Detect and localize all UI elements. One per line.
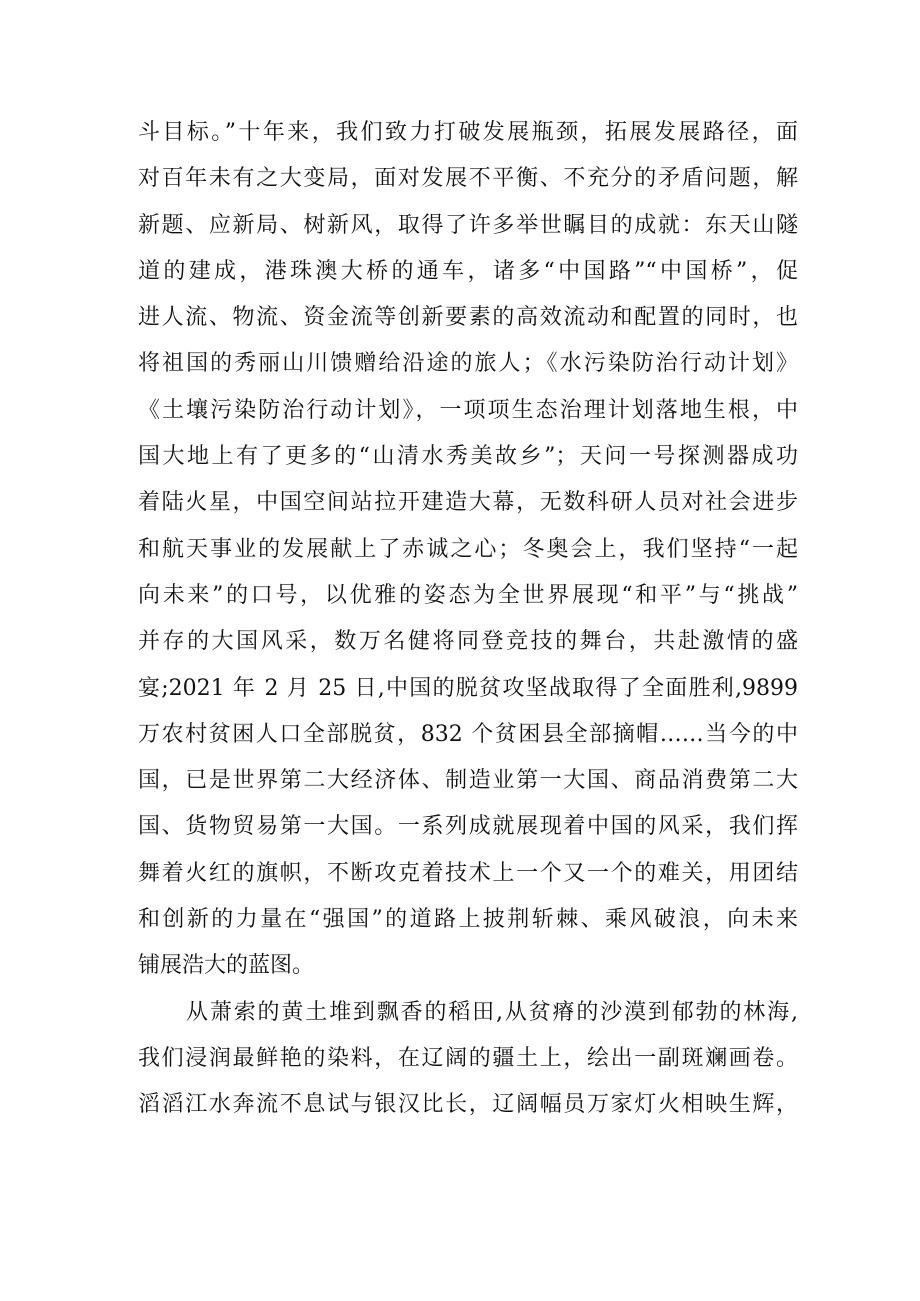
text-line: 和创新的力量在“强国”的道路上披荆斩棘、乘风破浪，向未来 [138, 907, 798, 933]
text-line: 我们浸润最鲜艳的染料，在辽阔的疆土上，绘出一副斑斓画卷。 [138, 1045, 798, 1071]
text-line: 和航天事业的发展献上了赤诚之心；冬奥会上，我们坚持“一起 [138, 536, 798, 562]
text-line: 国、货物贸易第一大国。一系列成就展现着中国的风采，我们挥 [138, 814, 798, 840]
text-line: 对百年未有之大变局，面对发展不平衡、不充分的矛盾问题，解 [138, 166, 798, 192]
text-line: 铺展浩大的蓝图。 [138, 953, 315, 979]
text-line: 将祖国的秀丽山川馈赠给沿途的旅人；《水污染防治行动计划》 [138, 351, 798, 377]
text-line: 斗目标。”十年来，我们致力打破发展瓶颈，拓展发展路径，面 [138, 120, 798, 145]
text-line: 道的建成，港珠澳大桥的通车，诸多“中国路”“中国桥”，促 [138, 258, 798, 284]
text-line: 进人流、物流、资金流等创新要素的高效流动和配置的同时，也 [138, 305, 798, 331]
text-line: 着陆火星，中国空间站拉开建造大幕，无数科研人员对社会进步 [138, 490, 798, 516]
text-line: 国，已是世界第二大经济体、制造业第一大国、商品消费第二大 [138, 768, 798, 794]
text-line: 并存的大国风采，数万名健将同登竞技的舞台，共赴激情的盛 [138, 629, 798, 655]
text-line: 国大地上有了更多的“山清水秀美故乡”；天问一号探测器成功 [138, 444, 798, 470]
paragraph-1 [138, 110, 798, 990]
body-text [138, 110, 798, 1129]
text-line: 万农村贫困人口全部脱贫，832 个贫困县全部摘帽……当今的中 [138, 721, 798, 747]
text-line: 向未来”的口号，以优雅的姿态为全世界展现“和平”与“挑战” [138, 582, 798, 608]
text-line: 滔滔江水奔流不息试与银汉比长，辽阔幅员万家灯火相映生辉， [138, 1092, 798, 1118]
text-line: 从萧索的黄土堆到飘香的稻田,从贫瘠的沙漠到郁勃的林海, [186, 999, 798, 1025]
text-line: 舞着火红的旗帜，不断攻克着技术上一个又一个的难关，用团结 [138, 860, 798, 886]
text-line: 宴;2021 年 2 月 25 日,中国的脱贫攻坚战取得了全面胜利,9899 [138, 675, 798, 701]
paragraph-2 [138, 990, 798, 1129]
text-line: 新题、应新局、树新风，取得了许多举世瞩目的成就：东天山隧 [138, 212, 798, 238]
text-line: 《土壤污染防治行动计划》，一项项生态治理计划落地生根，中 [138, 397, 798, 423]
